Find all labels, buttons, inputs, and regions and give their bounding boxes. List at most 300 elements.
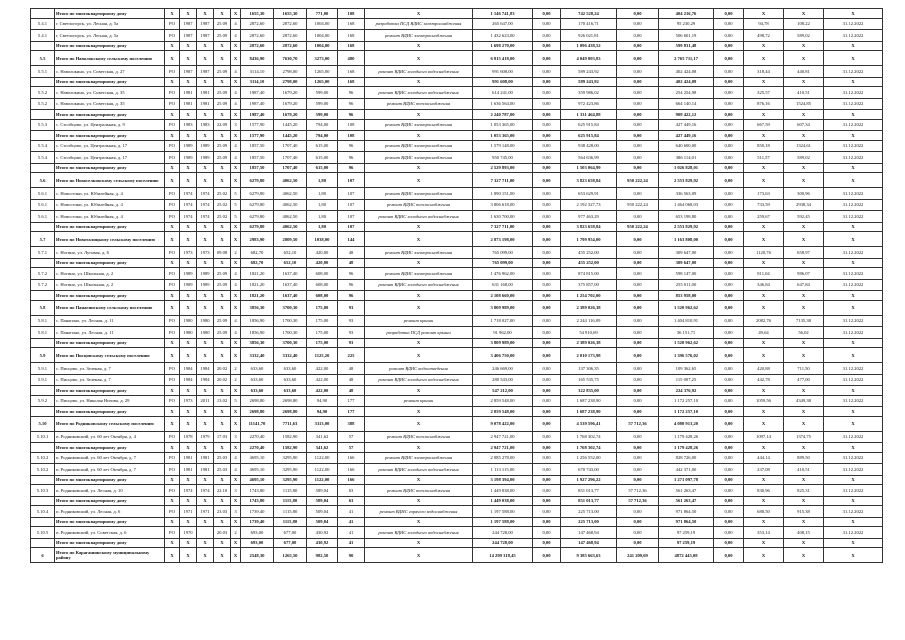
table-cell: 0,00: [714, 416, 744, 431]
table-cell: РО: [165, 464, 180, 476]
table-cell: 109 362,65: [659, 363, 714, 375]
table-cell: 1987,40: [241, 87, 274, 99]
table-cell: РО: [165, 452, 180, 464]
table-cell: 1097,14: [744, 431, 784, 443]
table-cell: 0,00: [617, 527, 659, 539]
table-cell: 0,00: [533, 416, 561, 431]
table-cell: Х: [824, 475, 883, 485]
table-row: [31, 464, 883, 476]
table-cell: Х: [824, 258, 883, 268]
table-cell: 633,60: [241, 363, 274, 375]
table-cell: Итого по Наволокскому сельскому поселению: [55, 51, 165, 66]
table-cell: Х: [165, 517, 180, 527]
table-cell: 615,00: [307, 140, 338, 152]
table-cell: 5.6.1: [31, 199, 55, 211]
table-cell: 1707,40: [274, 152, 307, 164]
table-cell: Х: [744, 496, 784, 506]
table-cell: Х: [744, 110, 784, 120]
table-cell: Х: [165, 538, 180, 548]
table-cell: 1445,20: [274, 119, 307, 131]
table-cell: 420,00: [307, 258, 338, 268]
table-cell: 25.09: [214, 18, 231, 30]
table-cell: Х: [180, 77, 197, 87]
table-cell: Х: [214, 232, 231, 247]
table-cell: 4 080 913,20: [659, 416, 714, 431]
table-cell: Х: [214, 416, 231, 431]
table-cell: [31, 41, 55, 51]
table-cell: 0,00: [714, 232, 744, 247]
table-cell: 5.8.1: [31, 315, 55, 327]
table-cell: 589 243,92: [561, 77, 617, 87]
table-cell: 1980: [180, 315, 197, 327]
table-cell: 3114,10: [241, 77, 274, 87]
table-cell: 5.5.4: [31, 140, 55, 152]
table-cell: 5.4.1: [31, 30, 55, 42]
table-cell: ремонт ВДИС холодного водоснабжения: [365, 464, 473, 476]
table-cell: Итого по многоквартирному дому: [55, 407, 165, 417]
table-cell: 0,00: [617, 506, 659, 518]
table-cell: Х: [365, 443, 473, 453]
table-cell: [31, 475, 55, 485]
table-cell: 851 013,77: [561, 485, 617, 497]
table-cell: 1125,20: [307, 348, 338, 363]
table-cell: 5.5.1: [31, 66, 55, 78]
house-total-row: [31, 222, 883, 232]
table-cell: 168: [338, 30, 365, 42]
table-cell: 3273,00: [307, 51, 338, 66]
table-cell: 3: [231, 485, 241, 497]
table-cell: Х: [231, 9, 241, 19]
table-cell: Х: [824, 77, 883, 87]
table-cell: 168: [338, 66, 365, 78]
table-cell: Итого по многоквартирному дому: [55, 110, 165, 120]
table-cell: 0,00: [714, 517, 744, 527]
table-cell: 5.10.4: [31, 506, 55, 518]
table-cell: 1987,40: [241, 98, 274, 110]
table-cell: 682,70: [241, 247, 274, 259]
table-cell: 175,00: [307, 327, 338, 339]
table-cell: 353,14: [744, 527, 784, 539]
table-cell: 57 712,36: [617, 496, 659, 506]
table-cell: 511,57: [744, 152, 784, 164]
table-cell: 0,00: [617, 363, 659, 375]
house-total-row: [31, 77, 883, 87]
table-cell: 3295,90: [274, 464, 307, 476]
table-cell: 1122,00: [307, 452, 338, 464]
table-cell: 0,00: [617, 152, 659, 164]
table-cell: 1 053 365,00: [473, 119, 533, 131]
table-cell: 1856,90: [241, 327, 274, 339]
table-cell: 677,00: [274, 527, 307, 539]
table-cell: РО: [165, 374, 180, 386]
table-cell: 711,50: [784, 363, 824, 375]
table-cell: 1 520 962,62: [659, 338, 714, 348]
table-cell: с. Новоселки, ул. Юбилейная, д. 4: [55, 188, 165, 200]
table-cell: 5.7: [31, 232, 55, 247]
table-cell: 652,10: [274, 247, 307, 259]
table-cell: 0,00: [714, 363, 744, 375]
table-cell: Х: [197, 300, 214, 315]
table-cell: Х: [197, 222, 214, 232]
table-cell: 0,00: [533, 300, 561, 315]
table-cell: 2 947 721,00: [473, 443, 533, 453]
table-cell: Х: [231, 416, 241, 431]
table-cell: 0,00: [617, 163, 659, 173]
table-cell: Х: [165, 131, 180, 141]
table-cell: РО: [165, 485, 180, 497]
table-cell: 23.03: [214, 506, 231, 518]
table-cell: 309 647,00: [659, 258, 714, 268]
table-row: [31, 119, 883, 131]
table-cell: [31, 258, 55, 268]
table-cell: Х: [214, 51, 231, 66]
table-cell: 1 449 038,00: [473, 496, 533, 506]
table-cell: 2872,60: [274, 18, 307, 30]
table-cell: ремонт ВДИС холодного водоснабжения: [365, 374, 473, 386]
table-cell: 506 601,19: [659, 30, 714, 42]
table-cell: 96: [338, 152, 365, 164]
table-cell: 1115,80: [274, 517, 307, 527]
table-cell: с. Наволокино, ул. Советская, д. 35: [55, 87, 165, 99]
capital-repair-table: [30, 8, 883, 563]
table-row: [31, 66, 883, 78]
table-cell: РО: [165, 188, 180, 200]
table-cell: 765 099,00: [473, 258, 533, 268]
table-cell: 765 099,00: [473, 247, 533, 259]
table-cell: 0,00: [617, 247, 659, 259]
table-cell: 31.12.2022: [824, 18, 883, 30]
table-cell: [31, 407, 55, 417]
table-cell: 1 687 238,90: [561, 395, 617, 407]
table-cell: Х: [180, 291, 197, 301]
table-cell: Х: [231, 517, 241, 527]
table-cell: 0,00: [533, 152, 561, 164]
table-cell: 1120,76: [744, 247, 784, 259]
table-cell: 0,00: [617, 475, 659, 485]
table-cell: 107: [338, 173, 365, 188]
table-cell: 771,00: [307, 9, 338, 19]
table-cell: РО: [165, 18, 180, 30]
table-cell: 5.10: [31, 416, 55, 431]
table-cell: Х: [165, 300, 180, 315]
table-cell: 4: [231, 464, 241, 476]
table-cell: РО: [165, 152, 180, 164]
table-cell: 1 179 428,26: [659, 431, 714, 443]
table-cell: 1743,80: [241, 496, 274, 506]
table-cell: с. Столбцово, ул. Центральная, д. 17: [55, 140, 165, 152]
table-cell: Х: [824, 496, 883, 506]
table-cell: 0,00: [533, 9, 561, 19]
table-cell: 2809,50: [274, 232, 307, 247]
table-cell: 1981: [197, 98, 214, 110]
table-cell: 91 962,00: [473, 327, 533, 339]
table-cell: 7711,63: [274, 416, 307, 431]
table-cell: 0,00: [617, 374, 659, 386]
table-cell: 1 636 564,00: [473, 98, 533, 110]
table-cell: 0,00: [533, 110, 561, 120]
table-cell: 1 256 552,00: [561, 452, 617, 464]
table-cell: 96: [338, 140, 365, 152]
table-cell: 3295,90: [274, 475, 307, 485]
table-cell: 915,38: [784, 506, 824, 518]
table-cell: 950 222,24: [617, 222, 659, 232]
table-cell: ремонт ВДИС теплоснабжения: [365, 431, 473, 443]
table-cell: Х: [365, 386, 473, 396]
table-cell: 2 389 026,38: [561, 338, 617, 348]
table-cell: 1979: [197, 431, 214, 443]
table-cell: Х: [214, 258, 231, 268]
table-cell: 0,00: [714, 300, 744, 315]
table-cell: 0,00: [714, 475, 744, 485]
table-cell: 1974: [197, 199, 214, 211]
table-cell: 5.10.1: [31, 431, 55, 443]
table-cell: Х: [824, 386, 883, 396]
table-cell: 25.02: [214, 199, 231, 211]
table-cell: Х: [744, 173, 784, 188]
table-cell: 1637,40: [274, 291, 307, 301]
table-cell: 1707,40: [274, 140, 307, 152]
table-cell: Х: [365, 291, 473, 301]
table-cell: Х: [365, 300, 473, 315]
house-total-row: [31, 443, 883, 453]
table-cell: Х: [214, 222, 231, 232]
table-cell: 254 254,98: [659, 87, 714, 99]
table-cell: Итого по многоквартирному дому: [55, 338, 165, 348]
table-cell: Х: [197, 348, 214, 363]
table-cell: 1987: [197, 18, 214, 30]
table-cell: [31, 386, 55, 396]
table-cell: 36 151,71: [659, 327, 714, 339]
table-cell: 402 424,08: [659, 66, 714, 78]
table-cell: 5.9.1: [31, 374, 55, 386]
table-cell: с. Столбцово, ул. Центральная, д. 9: [55, 119, 165, 131]
table-cell: 265 647,00: [473, 18, 533, 30]
table-cell: 168: [338, 41, 365, 51]
table-cell: с. Панагино, ул. Лесная, д. 11: [55, 327, 165, 339]
table-cell: 0,00: [617, 211, 659, 223]
table-cell: 17.03: [214, 431, 231, 443]
table-cell: 4: [231, 152, 241, 164]
table-cell: 0,00: [617, 119, 659, 131]
table-cell: 2983,90: [241, 232, 274, 247]
table-cell: 2 389 026,38: [561, 300, 617, 315]
table-cell: 1122,00: [307, 475, 338, 485]
table-cell: 244 728,00: [473, 538, 533, 548]
table-cell: Х: [214, 538, 231, 548]
table-cell: Х: [197, 291, 214, 301]
table-cell: 0,00: [714, 9, 744, 19]
table-cell: 0,00: [533, 199, 561, 211]
table-cell: Х: [824, 300, 883, 315]
table-cell: 31.12.2022: [824, 452, 883, 464]
table-cell: 0,00: [714, 30, 744, 42]
table-cell: ремонт ВДИС электроснабжения: [365, 188, 473, 200]
table-cell: 1 476 962,00: [473, 268, 533, 280]
table-cell: с. Писцово, ул. Зеленая, д. 7: [55, 363, 165, 375]
table-cell: 1821,20: [241, 291, 274, 301]
table-cell: ремонт ВДИС холодного водоснабжения: [365, 527, 473, 539]
table-cell: 455 252,00: [561, 258, 617, 268]
table-cell: 0,00: [714, 199, 744, 211]
table-cell: 599 831,48: [659, 41, 714, 51]
table-cell: 0,00: [617, 110, 659, 120]
house-total-row: [31, 41, 883, 51]
table-cell: 971 864,50: [659, 517, 714, 527]
table-cell: 25.09: [214, 98, 231, 110]
table-cell: 1989: [197, 279, 214, 291]
table-cell: 31.12.2022: [824, 268, 883, 280]
table-cell: 177: [338, 395, 365, 407]
table-cell: Х: [744, 163, 784, 173]
table-cell: Х: [214, 9, 231, 19]
table-cell: 1 396 576,02: [659, 348, 714, 363]
table-cell: 0,00: [714, 496, 744, 506]
table-cell: РО: [165, 279, 180, 291]
table-cell: 107: [338, 199, 365, 211]
table-cell: 7 327 711,00: [473, 173, 533, 188]
table-cell: 173,63: [744, 188, 784, 200]
table-cell: РО: [165, 247, 180, 259]
table-cell: 54 910,69: [561, 327, 617, 339]
table-cell: 828 726,00: [659, 452, 714, 464]
table-cell: 2 553 829,92: [659, 222, 714, 232]
table-cell: 1577,90: [241, 131, 274, 141]
table-cell: 607,34: [784, 119, 824, 131]
table-cell: 280 543,00: [473, 374, 533, 386]
table-cell: 31.12.2022: [824, 431, 883, 443]
table-cell: 1984: [197, 374, 214, 386]
table-cell: Х: [197, 538, 214, 548]
table-cell: Х: [784, 258, 824, 268]
table-cell: 0,00: [533, 431, 561, 443]
table-cell: 1973: [180, 247, 197, 259]
table-cell: 2798,00: [274, 77, 307, 87]
table-cell: 6 815 418,00: [473, 51, 533, 66]
table-cell: Х: [824, 131, 883, 141]
table-cell: Х: [214, 407, 231, 417]
house-total-row: [31, 9, 883, 19]
table-cell: 455 252,00: [561, 247, 617, 259]
table-cell: 2082,76: [744, 315, 784, 327]
table-row: [31, 431, 883, 443]
table-cell: 0,00: [533, 258, 561, 268]
table-cell: 0,00: [617, 452, 659, 464]
table-cell: 1 799 954,00: [561, 232, 617, 247]
table-cell: ремонт крыши: [365, 315, 473, 327]
table-cell: 5.6.1: [31, 188, 55, 200]
table-cell: 2698,80: [274, 395, 307, 407]
table-cell: 0,00: [617, 232, 659, 247]
table-cell: 0,00: [617, 538, 659, 548]
table-cell: 0,00: [714, 348, 744, 363]
table-cell: Итого по многоквартирному дому: [55, 443, 165, 453]
table-cell: 427 449,16: [659, 119, 714, 131]
table-cell: 1987: [180, 66, 197, 78]
table-cell: 1989: [197, 268, 214, 280]
table-cell: 1577,90: [241, 119, 274, 131]
table-cell: 561 263,47: [659, 496, 714, 506]
house-total-row: [31, 258, 883, 268]
table-cell: 107: [338, 188, 365, 200]
table-cell: 177: [338, 407, 365, 417]
table-cell: 851 013,77: [561, 496, 617, 506]
table-cell: Х: [365, 496, 473, 506]
table-cell: 25.03: [214, 464, 231, 476]
table-row: [31, 18, 883, 30]
table-cell: 0,00: [714, 87, 744, 99]
table-cell: 0,00: [533, 232, 561, 247]
table-cell: 7630,70: [274, 51, 307, 66]
table-cell: 165 535,75: [561, 374, 617, 386]
table-cell: 0,00: [714, 77, 744, 87]
table-cell: Х: [784, 291, 824, 301]
table-cell: 480: [338, 51, 365, 66]
table-cell: 3 198 394,00: [473, 475, 533, 485]
table-cell: 1981: [197, 87, 214, 99]
table-cell: Х: [744, 258, 784, 268]
table-cell: 950 222,24: [617, 199, 659, 211]
table-cell: 4: [231, 66, 241, 78]
table-cell: Х: [180, 131, 197, 141]
table-cell: 1974: [180, 199, 197, 211]
table-cell: 5.9: [31, 348, 55, 363]
table-cell: Х: [231, 41, 241, 51]
table-cell: 386 114,01: [659, 152, 714, 164]
table-cell: 375 857,00: [561, 279, 617, 291]
house-total-row: [31, 496, 883, 506]
table-cell: Х: [824, 548, 883, 563]
table-cell: 2 192 327,73: [561, 199, 617, 211]
table-cell: 0,00: [714, 464, 744, 476]
table-cell: 1974: [197, 485, 214, 497]
table-cell: Х: [231, 386, 241, 396]
table-cell: ремонт крыши: [365, 395, 473, 407]
table-cell: 652,10: [274, 258, 307, 268]
table-cell: 93: [338, 338, 365, 348]
table-cell: 63: [338, 496, 365, 506]
table-cell: 1 179 428,26: [659, 443, 714, 453]
table-cell: 3700,30: [274, 300, 307, 315]
table-cell: 0,00: [533, 395, 561, 407]
table-cell: 325,57: [744, 87, 784, 99]
table-cell: 794,00: [307, 131, 338, 141]
table-cell: 241 209,69: [617, 548, 659, 563]
table-cell: 0,00: [533, 517, 561, 527]
table-cell: 0,00: [714, 98, 744, 110]
table-cell: Х: [214, 173, 231, 188]
table-cell: 0,00: [617, 18, 659, 30]
table-cell: 225 713,00: [561, 517, 617, 527]
table-cell: Х: [180, 300, 197, 315]
table-cell: 41: [338, 527, 365, 539]
table-cell: Х: [197, 9, 214, 19]
table-cell: 1981: [180, 87, 197, 99]
table-cell: 1655,30: [274, 9, 307, 19]
table-cell: с. Писцово, ул. Николая Низова, д. 29: [55, 395, 165, 407]
table-cell: 402 424,08: [659, 77, 714, 87]
table-cell: 2872,60: [241, 41, 274, 51]
table-cell: 1974: [197, 211, 214, 223]
table-cell: 25.09: [214, 327, 231, 339]
table-cell: 49,64: [744, 327, 784, 339]
table-cell: РО: [165, 98, 180, 110]
table-cell: 1974: [197, 188, 214, 200]
table-cell: 170 416,71: [561, 18, 617, 30]
table-cell: Х: [197, 51, 214, 66]
house-total-row: [31, 475, 883, 485]
table-cell: 31.12.2022: [824, 327, 883, 339]
table-cell: 0,00: [714, 140, 744, 152]
